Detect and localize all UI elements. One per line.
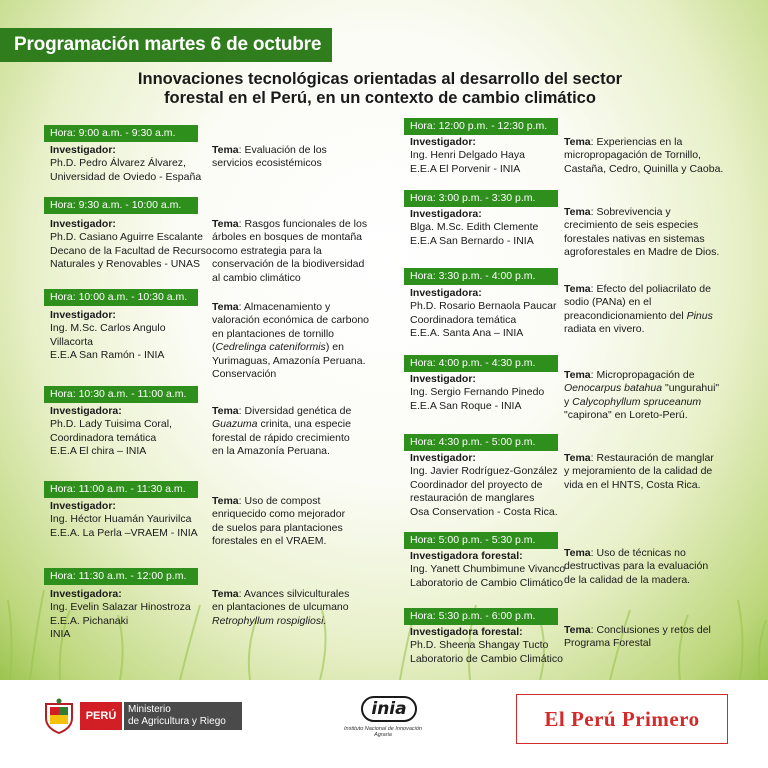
topic-line-text: Rasgos funcionales de los (244, 218, 368, 230)
topic-line-text: Diversidad genética de (244, 405, 352, 417)
speaker-info (410, 452, 558, 519)
speaker-line: E.E.A San Roque - INIA (410, 399, 522, 412)
speaker-line: Ph.D. Pedro Álvarez Álvarez, (50, 157, 186, 170)
speaker-role: Investigador: (50, 218, 116, 230)
topic-line (212, 522, 345, 535)
topic-line (564, 409, 719, 422)
topic-line (212, 314, 369, 327)
topic-line-text: Uso de técnicas no (596, 547, 686, 559)
topic-line-text: destructivas para la evaluación (564, 560, 709, 573)
time-label: Hora: 3:30 p.m. - 4:00 p.m. (404, 268, 558, 285)
topic-text (212, 218, 367, 285)
inia-subtitle: Instituto Nacional de Innovación Agraria (344, 726, 422, 738)
topic-line: Tema: Micropropagación de (564, 369, 695, 381)
speaker-line: Laboratorio de Cambio Climático (410, 652, 563, 665)
topic-line (564, 396, 719, 409)
speaker-line: Ing. Evelin Salazar Hinostroza (50, 601, 191, 614)
time-label: Hora: 11:00 a.m. - 11:30 a.m. (44, 481, 198, 498)
time-label: Hora: 5:00 p.m. - 5:30 p.m. (404, 532, 558, 549)
speaker-role: Investigador: (410, 452, 476, 464)
topic-line-text: en la Amazonía Peruana. (212, 445, 330, 458)
topic-line-text: Yurimaguas, Amazonía Peruana. (212, 354, 366, 367)
speaker-info (410, 550, 565, 590)
topic-line-text: enriquecido como mejorador (212, 508, 346, 521)
speaker-role: Investigadora forestal: (410, 626, 523, 638)
speaker-line: Blga. M.Sc. Edith Clemente (410, 221, 539, 234)
date-banner: Programación martes 6 de octubre (0, 28, 332, 62)
topic-line-text: Micropropagación de (596, 369, 695, 381)
topic-label: Tema (564, 369, 591, 381)
topic-line-text: Conservación (212, 368, 277, 381)
topic-line-text: Restauración de manglar (596, 452, 714, 464)
speaker-role: Investigadora forestal: (410, 550, 523, 562)
topic-line-text: en plantaciones de tornillo (212, 327, 335, 340)
speaker-line: E.E.A. Santa Ana – INIA (410, 327, 524, 340)
topic-line: Tema: Diversidad genética de (212, 405, 352, 417)
speaker-line: Decano de la Facultad de Recurso (50, 244, 212, 257)
speaker-line: E.E.A. Pichanaki (50, 614, 129, 627)
topic-text (564, 369, 719, 423)
topic-line: Tema: Almacenamiento y (212, 301, 331, 313)
ministry-name (124, 702, 242, 730)
topic-line: Tema: Uso de compost (212, 495, 321, 507)
topic-line (212, 535, 345, 548)
topic-text (212, 495, 345, 549)
time-label: Hora: 9:00 a.m. - 9:30 a.m. (44, 125, 198, 142)
topic-line-text: Guazuma crinita, una especie (212, 418, 351, 431)
speaker-role: Investigador: (50, 500, 116, 512)
topic-line-text: al cambio climático (212, 271, 301, 284)
speaker-role: Investigadora: (50, 405, 122, 417)
topic-label: Tema (564, 136, 591, 148)
speaker-line: Ing. M.Sc. Carlos Angulo (50, 322, 166, 335)
coat-of-arms-icon (42, 698, 76, 734)
topic-line-text: en plantaciones de ulcumano (212, 601, 349, 614)
time-label: Hora: 4:00 p.m. - 4:30 p.m. (404, 355, 558, 372)
speaker-info (50, 309, 166, 363)
speaker-line: Coordinadora temática (50, 431, 157, 444)
time-label: Hora: 4:30 p.m. - 5:00 p.m. (404, 434, 558, 451)
page-title (130, 70, 630, 108)
topic-line-text: micropropagación de Tornillo, (564, 149, 701, 162)
speaker-role: Investigadora: (410, 287, 482, 299)
speaker-line: Ph.D. Sheena Shangay Tucto (410, 639, 549, 652)
topic-label: Tema (564, 283, 591, 295)
topic-line-text: sodio (PANa) en el (564, 296, 652, 309)
speaker-role: Investigadora: (410, 208, 482, 220)
speaker-line: Ph.D. Lady Tuisima Coral, (50, 418, 172, 431)
time-label: Hora: 9:30 a.m. - 10:00 a.m. (44, 197, 198, 214)
topic-line-text: forestales en el VRAEM. (212, 535, 327, 548)
topic-line (212, 245, 367, 258)
time-label: Hora: 10:30 a.m. - 11:00 a.m. (44, 386, 198, 403)
topic-line (212, 601, 349, 614)
speaker-line: Ph.D. Rosario Bernaola Paucar (410, 300, 557, 313)
speaker-line: E.E.A. La Perla –VRAEM - INIA (50, 526, 198, 539)
topic-line (564, 149, 723, 162)
topic-line (212, 272, 367, 285)
topic-line (212, 368, 369, 381)
topic-line-text: radiata en vivero. (564, 323, 645, 336)
topic-line (564, 465, 714, 478)
speaker-line: Ing. Henri Delgado Haya (410, 149, 525, 162)
topic-line: Tema: Avances silviculturales (212, 588, 350, 600)
topic-line-text: Almacenamiento y (243, 301, 331, 313)
topic-text (212, 144, 327, 171)
el-peru-primero-logo: El Perú Primero (516, 694, 728, 744)
time-label: Hora: 3:00 p.m. - 3:30 p.m. (404, 190, 558, 207)
title-line-2: forestal en el Perú, en un contexto de cambio climático (164, 89, 596, 107)
speaker-line: restauración de manglares (410, 492, 535, 505)
topic-label: Tema (212, 495, 239, 507)
topic-line-text: preacondicionamiento del Pinus (564, 309, 713, 322)
topic-text (564, 452, 714, 492)
topic-line (564, 574, 708, 587)
topic-line-text: Castaña, Cedro, Quinilla y Caoba. (564, 162, 724, 175)
topic-line (212, 432, 351, 445)
topic-label: Tema (212, 588, 239, 600)
time-label: Hora: 10:00 a.m. - 10:30 a.m. (44, 289, 198, 306)
topic-line (564, 479, 714, 492)
topic-line: Tema: Restauración de manglar (564, 452, 714, 464)
speaker-role: Investigadora: (50, 588, 122, 600)
topic-line (212, 258, 367, 271)
topic-line: Tema: Conclusiones y retos del (564, 624, 711, 636)
time-label: Hora: 12:00 p.m. - 12:30 p.m. (404, 118, 558, 135)
topic-line-text: y Calycophyllum spruceanum (564, 395, 702, 408)
topic-label: Tema (564, 624, 591, 636)
topic-line-text: Experiencias en la (596, 136, 683, 148)
topic-line (212, 328, 369, 341)
topic-line-text: (Cedrelinga cateniformis) en (212, 341, 344, 354)
speaker-line: Villacorta (50, 335, 93, 348)
topic-label: Tema (212, 405, 239, 417)
topic-text (564, 136, 723, 176)
topic-text (564, 206, 719, 260)
topic-line (564, 637, 711, 650)
topic-line (212, 157, 327, 170)
topic-line (564, 219, 719, 232)
topic-line (564, 382, 719, 395)
topic-line (564, 163, 723, 176)
topic-line (564, 246, 719, 259)
inia-logo (338, 696, 428, 744)
topic-line (564, 323, 713, 336)
topic-line-text: agroforestales en Madre de Dios. (564, 246, 720, 259)
topic-line (564, 560, 708, 573)
topic-text (212, 405, 351, 459)
topic-label: Tema (212, 144, 239, 156)
speaker-role: Investigador: (410, 136, 476, 148)
topic-line (212, 355, 369, 368)
speaker-line: Laboratorio de Cambio Climático (410, 576, 563, 589)
speaker-info (410, 287, 557, 341)
speaker-line: Naturales y Renovables - UNAS (50, 258, 200, 271)
topic-text (564, 547, 708, 587)
inia-mark: inia (361, 696, 416, 722)
speaker-line: Coordinadora temática (410, 313, 517, 326)
speaker-line: Ing. Javier Rodríguez-González (410, 465, 558, 478)
topic-line (212, 445, 351, 458)
topic-text (212, 588, 349, 628)
time-label: Hora: 11:30 a.m. - 12:00 p.m. (44, 568, 198, 585)
speaker-line: Ing. Yanett Chumbimune Vivanco (410, 563, 566, 576)
speaker-line: INIA (50, 628, 71, 641)
topic-label: Tema (564, 547, 591, 559)
topic-line (564, 296, 713, 309)
topic-line-text: Uso de compost (244, 495, 321, 507)
topic-text (212, 301, 369, 381)
topic-line (564, 310, 713, 323)
speaker-info (50, 218, 212, 272)
speaker-line: E.E.A San Bernardo - INIA (410, 234, 534, 247)
topic-line (212, 231, 367, 244)
topic-line-text: crecimiento de seis especies (564, 219, 699, 232)
time-label: Hora: 5:30 p.m. - 6:00 p.m. (404, 608, 558, 625)
speaker-line: Ph.D. Casiano Aguirre Escalante (50, 231, 203, 244)
topic-line-text: forestales nativas en sistemas (564, 232, 705, 245)
title-line-1: Innovaciones tecnológicas orientadas al desarrollo del sector (137, 70, 623, 88)
topic-line-text: Conclusiones y retos del (596, 624, 711, 636)
topic-line (212, 615, 349, 628)
topic-text (564, 283, 713, 337)
speaker-info (50, 588, 191, 642)
speaker-info (50, 500, 198, 540)
topic-label: Tema (564, 206, 591, 218)
ministry-line-2: de Agricultura y Riego (128, 716, 226, 727)
speaker-role: Investigador: (410, 373, 476, 385)
speaker-info (410, 626, 563, 666)
topic-line: Tema: Uso de técnicas no (564, 547, 686, 559)
topic-line-text: Sobrevivencia y (596, 206, 671, 218)
peru-label: PERÚ (80, 702, 122, 730)
topic-line-text: vida en el HNTS, Costa Rica. (564, 478, 701, 491)
topic-line: Tema: Efecto del poliacrilato de (564, 283, 711, 295)
speaker-line: E.E.A San Ramón - INIA (50, 349, 165, 362)
topic-line: Tema: Rasgos funcionales de los (212, 218, 368, 230)
speaker-line: E.E.A El Porvenir - INIA (410, 162, 521, 175)
topic-line (212, 418, 351, 431)
ministry-logo (42, 698, 242, 734)
speaker-line: Osa Conservation - Costa Rica. (410, 505, 558, 518)
topic-line-text: de suelos para plantaciones (212, 521, 343, 534)
topic-line-text: y mejoramiento de la calidad de (564, 465, 713, 478)
topic-label: Tema (564, 452, 591, 464)
ministry-line-1: Ministerio (128, 704, 171, 715)
speaker-line: Universidad de Oviedo - España (50, 170, 202, 183)
speaker-info (50, 405, 172, 459)
topic-line-text: valoración económica de carbono (212, 314, 370, 327)
topic-line-text: forestal de rápido crecimiento (212, 431, 350, 444)
speaker-info (410, 373, 544, 413)
topic-label: Tema (212, 218, 239, 230)
topic-line-text: Evaluación de los (244, 144, 327, 156)
topic-line-text: servicios ecosistémicos (212, 157, 322, 170)
speaker-role: Investigador: (50, 309, 116, 321)
topic-line-text: Oenocarpus batahua "ungurahui" (564, 382, 720, 395)
topic-line (212, 341, 369, 354)
topic-line: Tema: Sobrevivencia y (564, 206, 671, 218)
speaker-info (410, 136, 525, 176)
topic-line-text: "capirona" en Loreto-Perú. (564, 409, 688, 422)
speaker-line: Ing. Sergio Fernando Pinedo (410, 386, 545, 399)
topic-line-text: Avances silviculturales (243, 588, 350, 600)
topic-line-text: Programa Forestal (564, 637, 651, 650)
speaker-line: Coordinador del proyecto de (410, 478, 543, 491)
speaker-info (410, 208, 538, 248)
topic-text (564, 624, 711, 651)
topic-line-text: conservación de la biodiversidad (212, 258, 365, 271)
speaker-role: Investigador: (50, 144, 116, 156)
topic-line (212, 508, 345, 521)
topic-line-text: Retrophyllum rospigliosi. (212, 614, 327, 627)
topic-line-text: árboles en bosques de montaña (212, 231, 363, 244)
speaker-line: Ing. Héctor Huamán Yaurivilca (50, 513, 192, 526)
topic-line-text: de la calidad de la madera. (564, 573, 691, 586)
topic-line: Tema: Evaluación de los (212, 144, 327, 156)
topic-line: Tema: Experiencias en la (564, 136, 683, 148)
speaker-info (50, 144, 201, 184)
topic-line (564, 233, 719, 246)
topic-line-text: como estrategia para la (212, 244, 322, 257)
topic-label: Tema (212, 301, 239, 313)
speaker-line: E.E.A El chira – INIA (50, 445, 147, 458)
topic-line-text: Efecto del poliacrilato de (596, 283, 711, 295)
